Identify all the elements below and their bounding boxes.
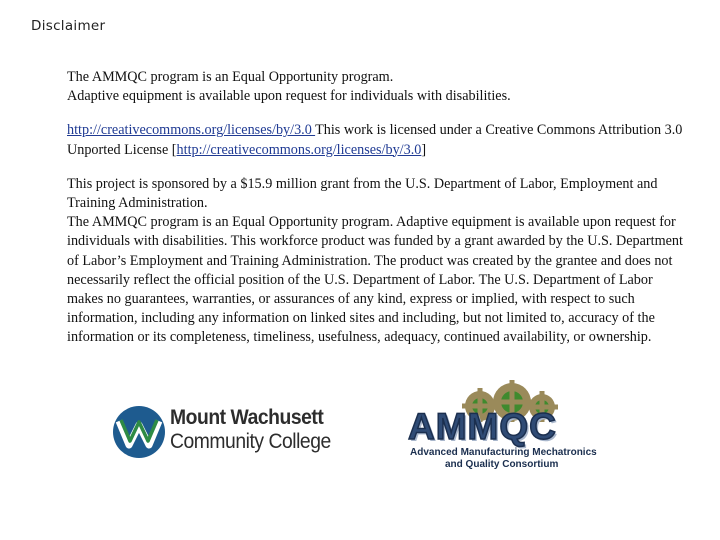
license-close-bracket: ] — [421, 141, 427, 158]
mwcc-logo — [112, 402, 362, 462]
mwcc-name-line-2: Community College — [170, 430, 331, 453]
disclaimer-body — [67, 68, 687, 348]
ammqc-logo — [405, 380, 605, 472]
eeo-line-1: The AMMQC program is an Equal Opportunity program. — [67, 69, 394, 85]
sponsor-line: This project is sponsored by a $15.9 million grant from the U.S. Department of Labor, Employment and Training Administration. — [67, 175, 658, 212]
mwcc-emblem-icon — [112, 405, 166, 459]
license-link-2[interactable]: http://creativecommons.org/licenses/by/3.0 — [176, 141, 422, 158]
ammqc-tagline-1: Advanced Manufacturing Mechatronics — [410, 447, 597, 458]
sponsor-paragraph — [67, 175, 687, 348]
license-text: This work is licensed under a Creative Commons Attribution 3.0 Unported License [ — [67, 122, 683, 158]
license-link-1[interactable]: http://creativecommons.org/licenses/by/3.0 — [67, 122, 316, 139]
ammqc-tagline-2: and Quality Consortium — [445, 459, 559, 470]
eeo-paragraph — [67, 68, 687, 106]
eeo-line-2: Adaptive equipment is available upon request for individuals with disabilities. — [67, 88, 511, 105]
ammqc-wordmark: AMMQC — [408, 406, 557, 447]
mwcc-name-line-1: Mount Wachusett — [170, 406, 324, 429]
license-paragraph — [67, 121, 687, 159]
page-title: Disclaimer — [31, 18, 106, 34]
full-disclaimer: The AMMQC program is an Equal Opportunity program. Adaptive equipment is available upon request for individuals with disabilities. This workforce product was funded by a grant awarded by the U.S. Department of Labor’s Employment and Training Administration. The product was created by the grantee and does not necessarily reflect the official position of the U.S. Department of Labor. The U.S. Department of Labor makes no guarantees, warranties, or assurances of any kind, express or implied, with respect to such information, including any information on linked sites and including, but not limited to, accuracy of the information or its completeness, timeliness, usefulness, adequacy, continued availability, or ownership. — [67, 214, 683, 346]
